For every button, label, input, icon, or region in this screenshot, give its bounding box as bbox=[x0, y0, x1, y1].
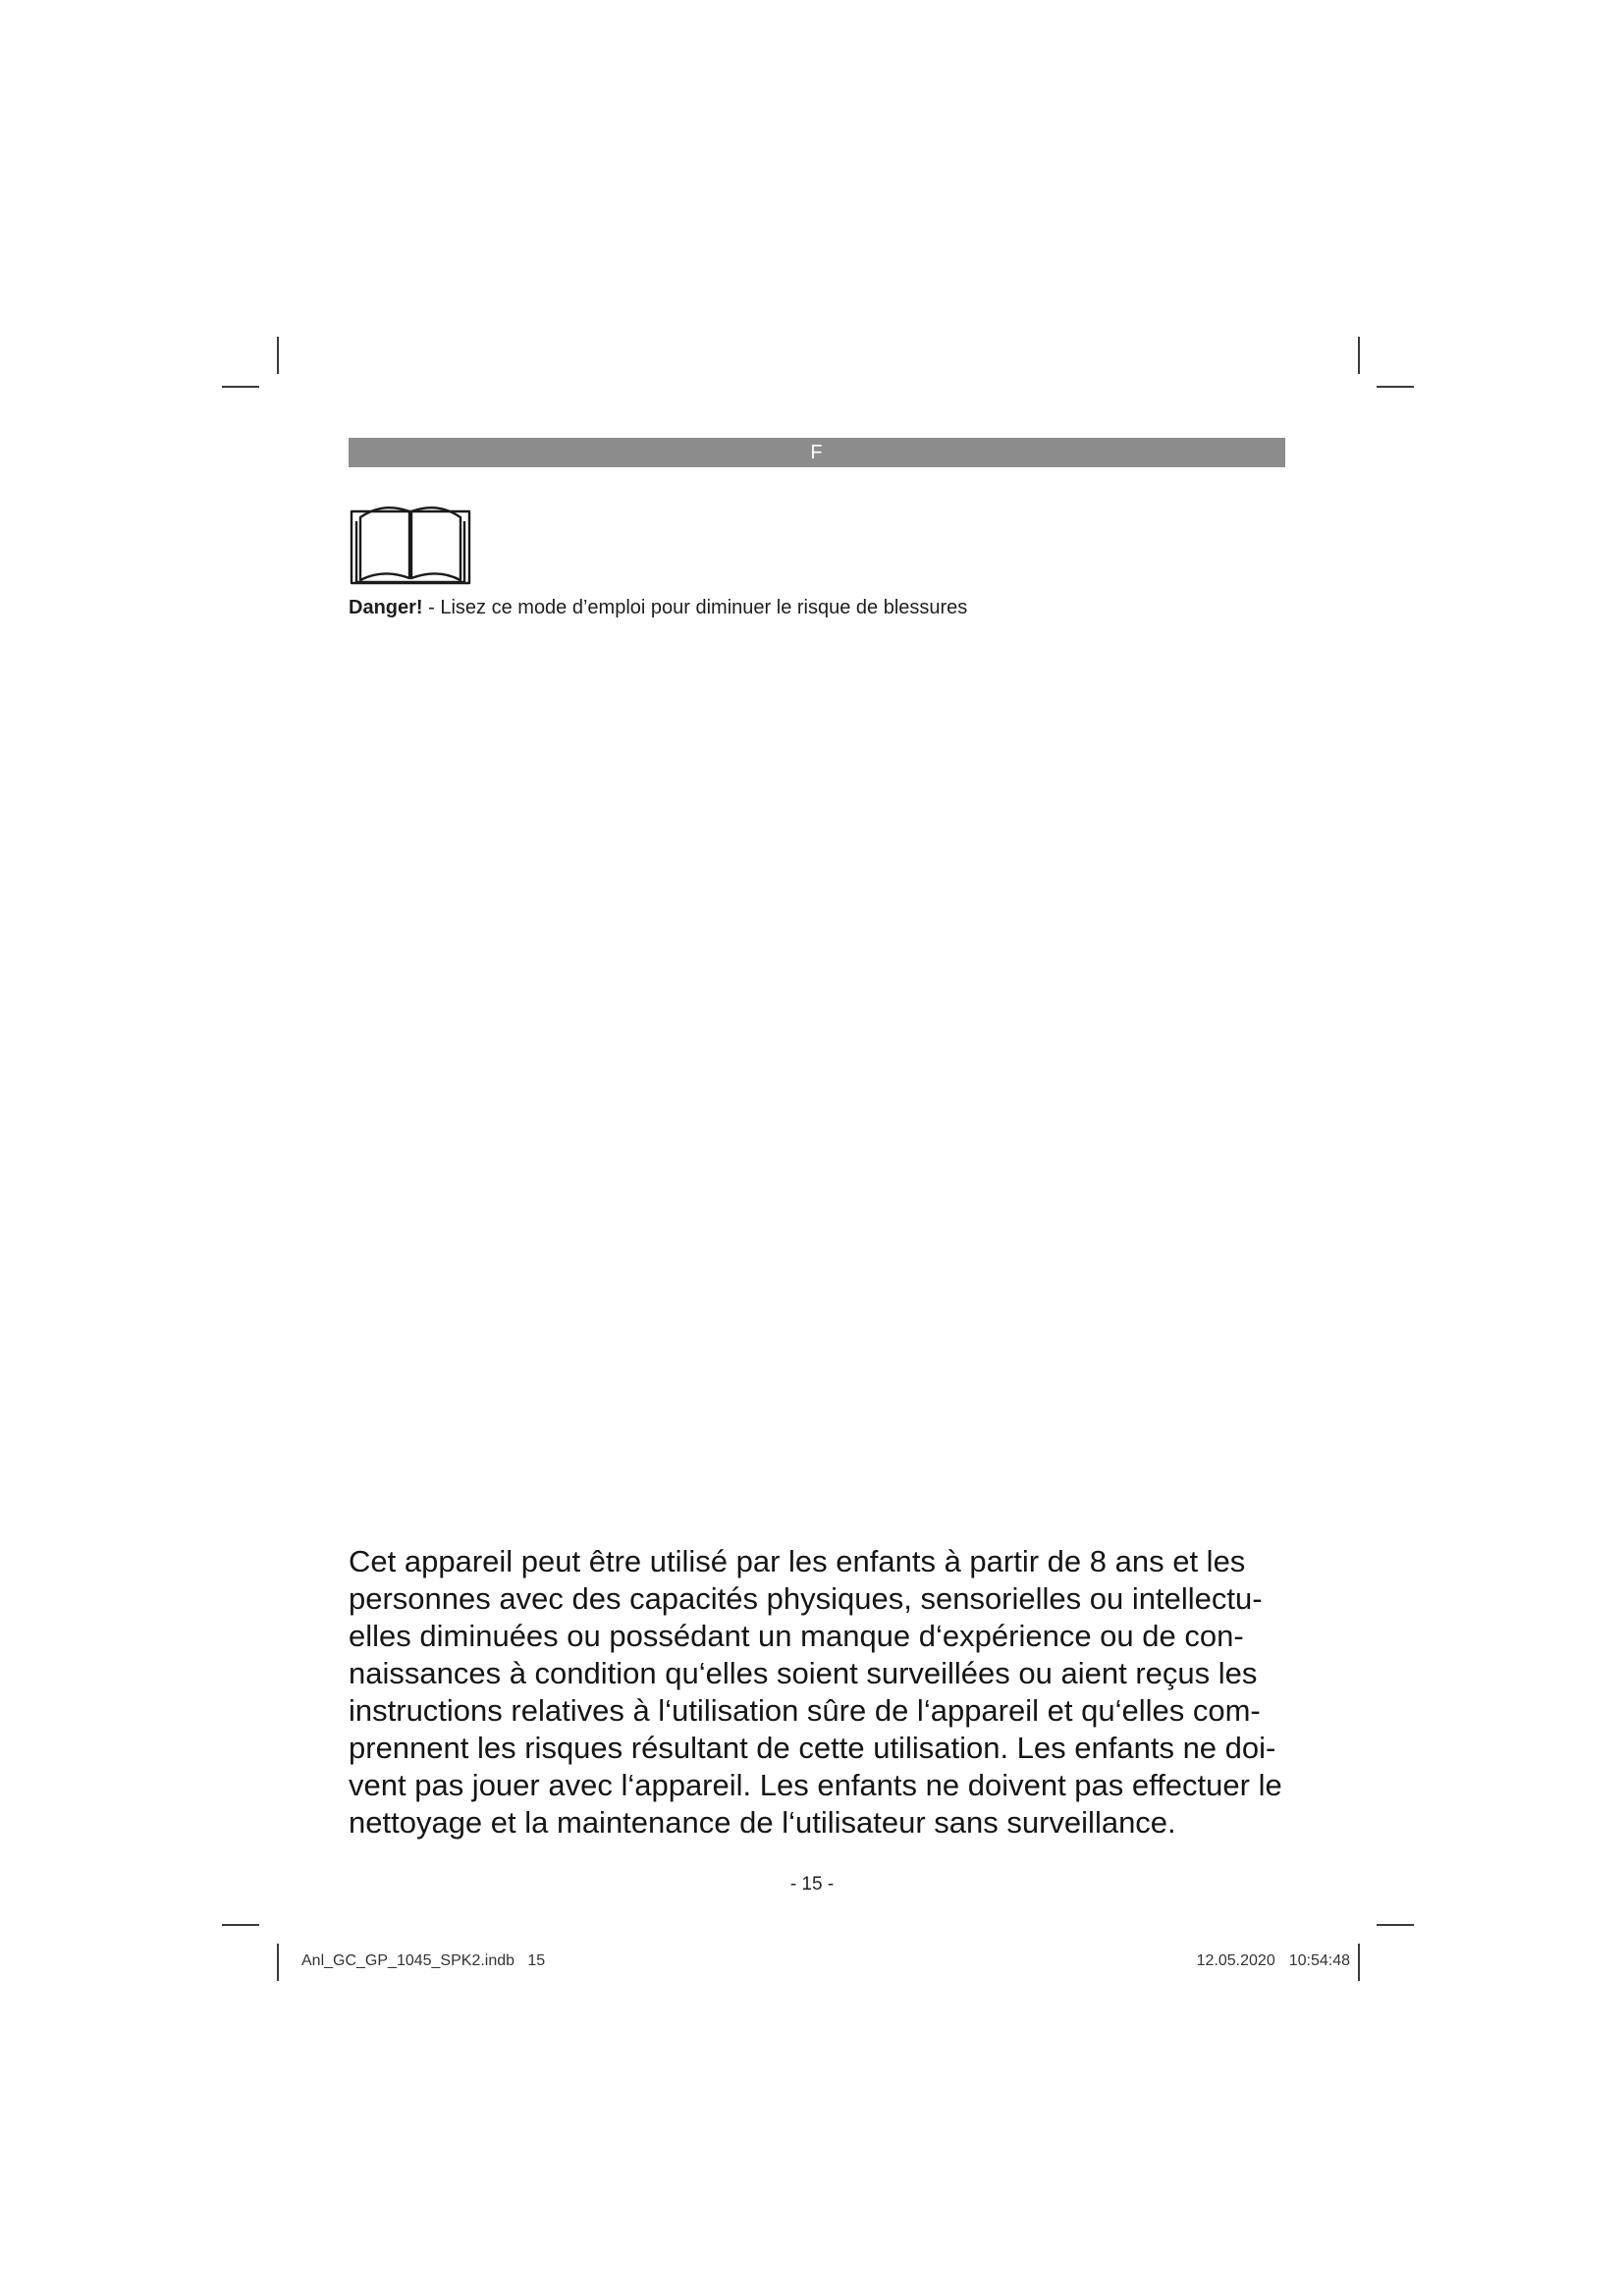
language-code: F bbox=[810, 442, 824, 463]
crop-mark-top-right-vertical bbox=[1358, 337, 1360, 374]
page-number: - 15 - bbox=[789, 1874, 835, 1895]
crop-mark-top-right-horizontal bbox=[1377, 386, 1414, 388]
crop-mark-top-left-horizontal bbox=[222, 386, 259, 388]
warning-line: instructions relatives à l‘utilisation sûre de l‘appareil et qu‘elles com- bbox=[349, 1693, 1261, 1728]
crop-mark-bottom-right-horizontal bbox=[1377, 1924, 1414, 1926]
footer-date: 12.05.2020 bbox=[1196, 1952, 1275, 1969]
crop-mark-top-left-vertical bbox=[277, 337, 279, 374]
footer-timestamp bbox=[1159, 1951, 1350, 1971]
danger-notice bbox=[349, 595, 967, 620]
footer-time: 10:54:48 bbox=[1288, 1952, 1350, 1969]
warning-line: nettoyage et la maintenance de l‘utilisateur sans surveillance. bbox=[349, 1805, 1176, 1840]
language-header-bar bbox=[349, 438, 1285, 467]
warning-line: personnes avec des capacités physiques, sensorielles ou intellectu- bbox=[349, 1581, 1263, 1616]
footer-file-name: Anl_GC_GP_1045_SPK2.indb 15 bbox=[301, 1952, 546, 1969]
danger-label: Danger! bbox=[349, 597, 423, 618]
danger-text: - Lisez ce mode d’emploi pour diminuer le risque de blessures bbox=[422, 597, 968, 618]
warning-line: naissances à condition qu‘elles soient surveillées ou aient reçus les bbox=[349, 1656, 1258, 1690]
crop-mark-bottom-left-horizontal bbox=[222, 1924, 259, 1926]
warning-line: vent pas jouer avec l‘appareil. Les enfants ne doivent pas effectuer le bbox=[349, 1768, 1282, 1802]
crop-mark-bottom-right-vertical bbox=[1358, 1944, 1360, 1981]
open-book-icon bbox=[349, 498, 472, 586]
warning-line: elles diminuées ou possédant un manque d‘expérience ou de con- bbox=[349, 1619, 1244, 1653]
crop-mark-bottom-left-vertical bbox=[277, 1944, 279, 1981]
warning-line: Cet appareil peut être utilisé par les enfants à partir de 8 ans et les bbox=[349, 1544, 1246, 1578]
warning-line: prennent les risques résultant de cette utilisation. Les enfants ne doi- bbox=[349, 1731, 1276, 1765]
child-safety-warning-paragraph bbox=[349, 1543, 1291, 1842]
